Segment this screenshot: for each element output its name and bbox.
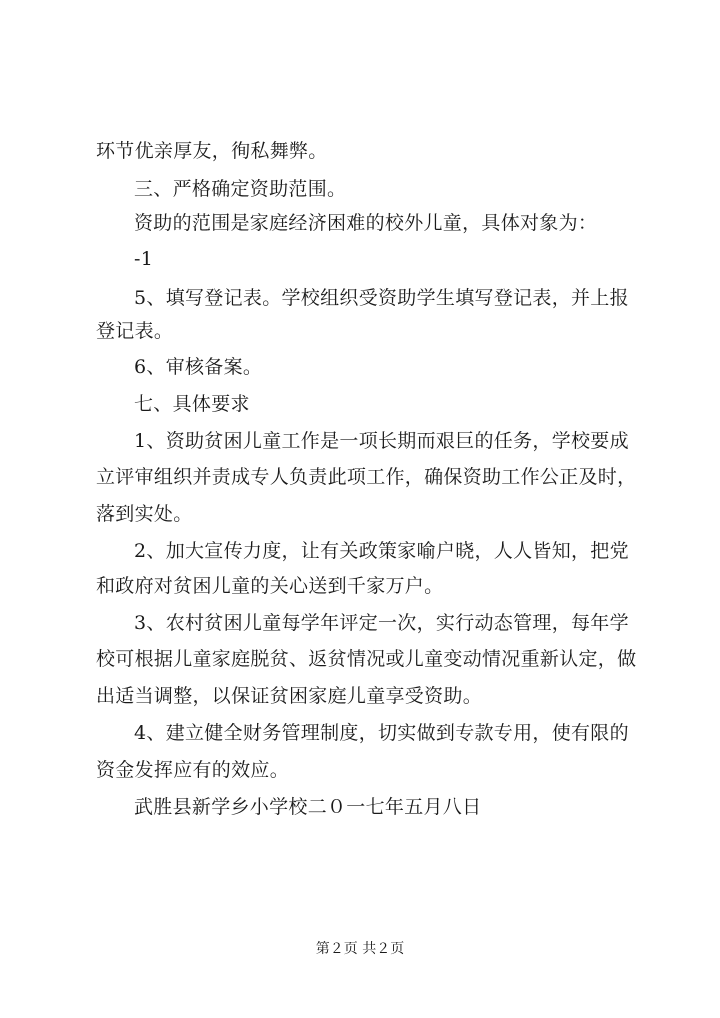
text-line: 2、加大宣传力度，让有关政策家喻户晓，人人皆知，把党	[134, 540, 629, 562]
text-line: -1	[134, 248, 154, 270]
section-heading: 三、严格确定资助范围。	[134, 178, 347, 200]
text-line: 出适当调整，以保证贫困家庭儿童享受资助。	[96, 685, 483, 707]
text-line: 登记表。	[96, 320, 174, 342]
text-line: 6、审核备案。	[134, 356, 263, 378]
text-line: 4、建立健全财务管理制度，切实做到专款专用，使有限的	[134, 722, 629, 744]
text-line: 资金发挥应有的效应。	[96, 759, 290, 781]
text-line: 1、资助贫困儿童工作是一项长期而艰巨的任务，学校要成	[134, 430, 629, 452]
section-heading: 七、具体要求	[134, 393, 250, 415]
text-line: 3、农村贫困儿童每学年评定一次，实行动态管理，每年学	[134, 612, 629, 634]
text-line: 立评审组织并责成专人负责此项工作，确保资助工作公正及时，	[96, 466, 637, 488]
text-line: 校可根据儿童家庭脱贫、返贫情况或儿童变动情况重新认定，做	[96, 648, 637, 670]
text-line: 5、填写登记表。学校组织受资助学生填写登记表，并上报	[134, 287, 629, 309]
signature-line: 武胜县新学乡小学校二０一七年五月八日	[134, 796, 482, 818]
text-line: 落到实处。	[96, 503, 193, 525]
text-line: 资助的范围是家庭经济困难的校外儿童，具体对象为：	[134, 212, 598, 234]
text-line: 环节优亲厚友，徇私舞弊。	[96, 140, 328, 162]
page-number-footer: 第２页 共２页	[315, 941, 405, 957]
text-line: 和政府对贫困儿童的关心送到千家万户。	[96, 575, 444, 597]
